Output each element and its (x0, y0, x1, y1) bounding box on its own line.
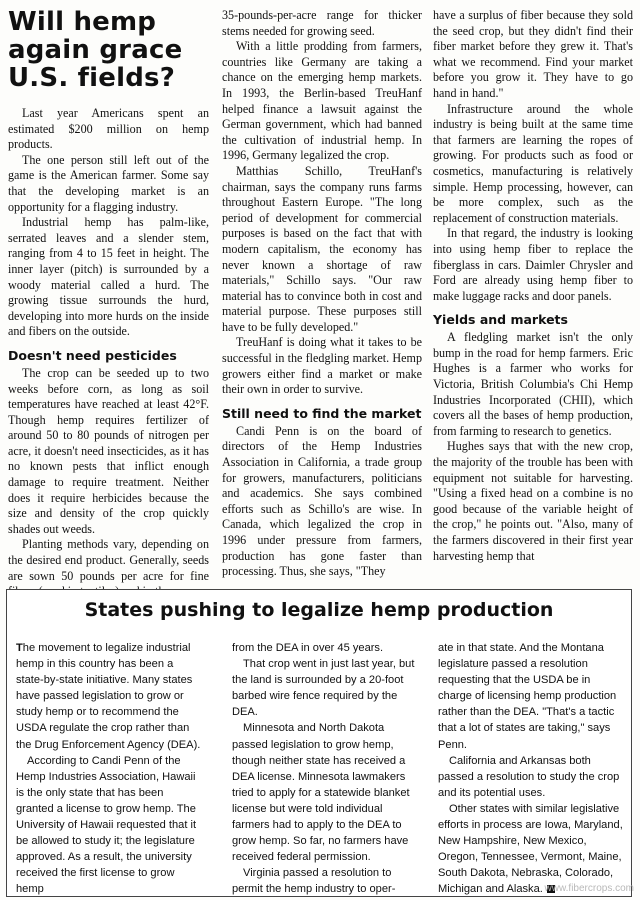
article-paragraph: Planting methods vary, depending on the desired end product. Generally, seeds are sown 50 pounds per acre for fine (8, 537, 209, 583)
article-paragraph: Last year Americans spent an estimated $200 million on hemp products. (8, 106, 209, 152)
subhead-yields: Yields and markets (433, 312, 568, 328)
sidebar-paragraph-text: Other states with similar legislative efforts in process are Iowa, Maryland, New Hampshire, New Mexico, Oregon, Tennessee, Vermont, Maine, South Dakota, Nebraska, Colorado, Michigan and Alaska. (438, 802, 623, 896)
article-paragraph: have a surplus of fiber because they sold the seed crop, but they didn't find their fiber market before they grew it. That's what we recommend. Find your market before you grow it. They have to go hand in hand." (433, 8, 633, 100)
sidebar-column-2 (232, 640, 420, 898)
article-column-3 (433, 8, 633, 564)
sidebar-paragraph: According to Candi Penn of the Hemp Industries Association, Hawaii is the only state that has been granted a license to grow hemp. The University of Hawaii requested that it be allowed to study it; the legislature approved. As a result, the university received the first license to grow hemp (16, 754, 197, 896)
article-paragraph: The crop can be seeded up to two weeks before corn, as long as soil temperatures have reached at least 42°F. Though hemp requires fertilizer of around 50 to 80 pounds of nitrogen per acre, it doesn't need insecticides, as it has no known pests that inflict enough damage to require treatment. Neither does it require herbicides because the size and density of the crop quickly shades out weeds. (8, 365, 209, 536)
drop-cap: T (16, 642, 23, 654)
article-paragraph: Industrial hemp has palm-like, serrated leaves and a slender stem, ranging from 4 to 15 feet in height. The inner layer (pitch) is surrounded by a woody material called a hurd. The growing tissue surrounds the hurd, developing into more hurds on the inside and fibers on the outside. (8, 215, 209, 339)
article-paragraph: Hughes says that with the new crop, the majority of the trouble has been with equipment not suitable for harvesting. "Using a fixed head on a combine is no good because of the variable height of the crop," he points out. "Also, many of the farmers discovered in their first year harvesting hemp that (433, 439, 633, 563)
subhead-market: Still need to find the market (222, 405, 422, 421)
subhead-pesticides: Doesn't need pesticides (8, 347, 177, 363)
article-headline: Will hemp again grace U.S. fields? (8, 7, 183, 93)
sidebar-paragraph (16, 640, 204, 753)
article-paragraph: 35-pounds-per-acre range for thicker stems needed for growing seed. (222, 8, 422, 38)
article-paragraph: Infrastructure around the whole industry is being built at the same time that farmers are learning the ropes of growing. For products such as food or cosmetics, manufacturing is relatively simple. Hemp processing, however, can be more complex, such as the replacement of construction materials. (433, 101, 633, 225)
article-paragraph: TreuHanf is doing what it takes to be successful in the fledgling market. Hemp growers either find a market or make their own in order to survive. (222, 335, 422, 397)
sidebar-paragraph: Minnesota and North Dakota passed legislation to grow hemp, though neither state has received a DEA license. Minnesota lawmakers tried to apply for a statewide blanket license but were told individual farmers had to apply to the DEA to grow hemp. So far, no farmers have received federal permission. (232, 722, 410, 864)
article-paragraph: With a little prodding from farmers, countries like Germany are taking a chance on the emerging hemp markets. In 1993, the Berlin-based TreuHanf helped finance a lawsuit against the German government, which had banned the cultivation of industrial hemp. In 1996, Germany legalized the crop. (222, 39, 422, 163)
sidebar-paragraph: from the DEA in over 45 years. (232, 642, 384, 654)
article-paragraph: Matthias Schillo, TreuHanf's chairman, says the company runs farms throughout Eastern Europe. "The long period of development for commercial purposes is based on the fact that with modern capitalism, the economy has never known a shortage of raw materials," Schillo says. "Our raw material has to convince both in cost and material purpose. These purposes still have to be fully developed." (222, 163, 422, 334)
watermark: www.fibercrops.com (544, 883, 634, 894)
article-paragraph: Candi Penn is on the board of directors of the Hemp Industries Association in California, a trade group for growers, manufacturers, politicians and academics. She says combined efforts such as Schillo's are wise. In Canada, which legalized the crop in 1996 under pressure from farmers, production has gone faster than processing. Thus, she says, "They (222, 423, 422, 579)
sidebar-paragraph-text: he movement to legalize industrial hemp in this country has been a state-by-state initiative. Many states have passed legislation to grow or study hemp or to recommend the USDA regulate the crop rather than the Drug Enforcement Agency (DEA). (16, 642, 201, 751)
sidebar-title: States pushing to legalize hemp production (84, 599, 554, 621)
sidebar-column-1 (16, 640, 204, 898)
article-paragraph: The one person still left out of the game is the American farmer. Some say that the developing market is an opportunity for a flagging industry. (8, 152, 209, 214)
sidebar-paragraph: That crop went in just last year, but the land is surrounded by a 20-foot barbed wire fence required by the DEA. (232, 658, 415, 719)
sidebar-paragraph: ate in that state. And the Montana legislature passed a resolution requesting that the USDA be in charge of licensing hemp production rather than the DEA. "That's a tactic that a lot of states are taking," says Penn. (438, 642, 617, 751)
sidebar-paragraph: Virginia passed a resolution to permit the hemp industry to oper- (232, 867, 396, 896)
sidebar-column-3 (438, 640, 626, 898)
sidebar-paragraph: California and Arkansas both passed a resolution to study the crop and its potential uses. (438, 754, 620, 799)
article-column-1 (8, 8, 209, 600)
sidebar-box (6, 589, 632, 897)
article-paragraph: A fledgling market isn't the only bump in the road for hemp farmers. Eric Hughes is a farmer who works for Victoria, British Columbia's Chi Hemp Industries Incorporated (CHII), which covers all the bases of hemp production, from farming to research to genetics. (433, 330, 633, 438)
article-column-2 (222, 8, 422, 580)
article-paragraph: In that regard, the industry is looking into using hemp fiber to replace the fiberglass in cars. Daimler Chrysler and Ford are already using hemp fiber to make luggage racks and door panels. (433, 226, 633, 303)
